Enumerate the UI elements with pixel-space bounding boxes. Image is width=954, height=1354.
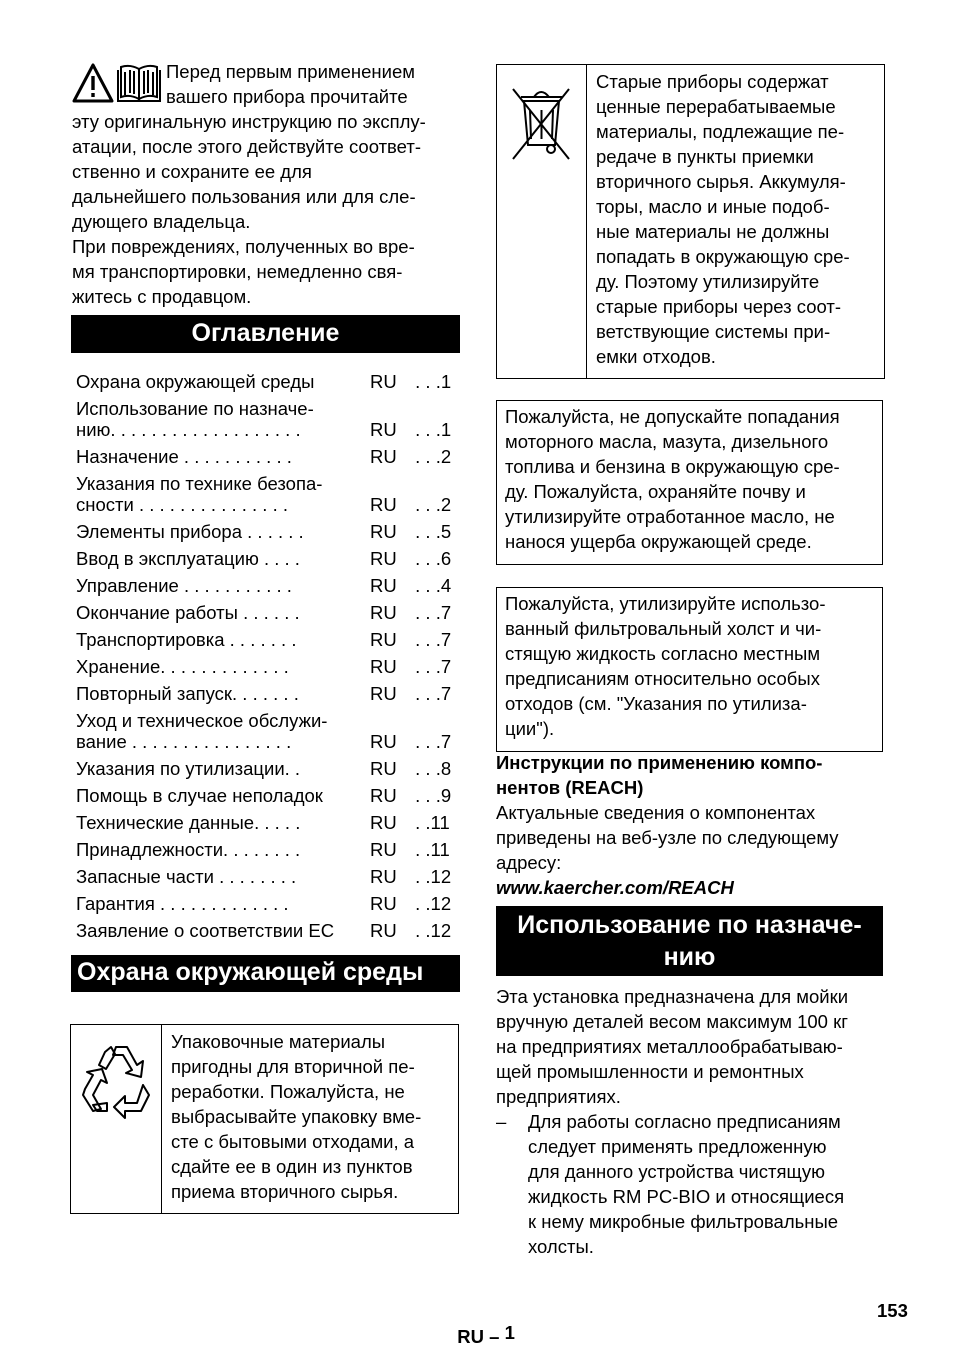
toc-row[interactable] [72,755,462,782]
toc-entry-label: Окончание работы . . . . . . [76,602,300,623]
toc-entry-page: . .11 [410,812,450,833]
toc-row[interactable] [72,368,462,395]
weee-icon-cell [497,65,587,378]
toc-entry-lang: RU [370,839,397,860]
reach-body-line: приведены на веб-узле по следующему [496,827,839,848]
toc-row[interactable] [72,626,462,653]
toc-entry-page: . .12 [410,893,452,914]
oil-line: топлива и бензина в окружающую сре- [505,456,840,477]
toc-entry-lang: RU [370,920,397,941]
toc-entry-label: Запасные части . . . . . . . . [76,866,297,887]
toc-entry-label: Технические данные. . . . . [76,812,301,833]
weee-line: ветствующие системы при- [596,321,831,342]
usage-line: Эта установка предназначена для мойки [496,986,849,1007]
toc-entry-label: Гарантия . . . . . . . . . . . . . [76,893,289,914]
reach-body-line: Актуальные сведения о компонентах [496,802,816,823]
reach-heading-line: Инструкции по применению компо- [496,752,823,773]
usage-line: на предприятиях металлообрабатываю- [496,1036,843,1057]
toc-entry-page: . .11 [410,839,450,860]
weee-line: ценные перерабатываемые [596,96,836,117]
page-number: 153 [877,1300,908,1321]
toc-entry-page: . . .2 [410,446,452,467]
toc-row[interactable] [72,782,462,809]
environment-heading [71,955,460,992]
usage-title-line: Использование по назначе- [517,911,862,939]
weee-line: емки отходов. [596,346,716,367]
list-dash: – [496,1111,507,1132]
toc-entry-page: . .12 [410,920,452,941]
footer-section [447,1299,515,1349]
weee-text [596,69,882,369]
toc-entry-page: . . .4 [410,575,452,596]
recycle-icon-cell [71,1025,162,1213]
footer-section-page: 1 [504,1322,515,1343]
toc-entry-lang: RU [370,758,397,779]
toc-entry-page: . . .7 [410,602,452,623]
toc-entry-page: . . .7 [410,629,452,650]
intro-line: эту оригинальную инструкцию по эксплу- [72,111,426,132]
crossed-bin-icon [497,65,586,175]
toc-row[interactable] [72,599,462,626]
toc-row[interactable] [72,518,462,545]
toc-entry-label: Принадлежности. . . . . . . . [76,839,301,860]
toc-entry-page: . . .6 [410,548,452,569]
weee-line: вторичного сырья. Аккумуля- [596,171,846,192]
intro-line: ственно и сохраните ее для [72,161,312,182]
toc-row[interactable] [72,917,462,944]
toc-entry-label: Охрана окружающей среды [76,371,315,392]
filter-line: отходов (см. "Указания по утилиза- [505,693,807,714]
intro-text [72,59,464,309]
toc-entry-lang: RU [370,602,397,623]
toc-row[interactable] [72,572,462,599]
filter-line: ванный фильтровальный холст и чи- [505,618,822,639]
toc-row[interactable] [72,863,462,890]
reach-heading-line: нентов (REACH) [496,777,644,798]
toc-entry-label: Хранение. . . . . . . . . . . . . [76,656,289,677]
toc-entry-lang: RU [370,629,397,650]
toc-entry-lang: RU [370,731,397,752]
toc-entry-lang: RU [370,521,397,542]
list-item-line: для данного устройства чистящую [528,1161,826,1182]
environment-title: Охрана окружающей среды [77,958,424,986]
weee-line: редаче в пункты приемки [596,146,814,167]
intro-line: Перед первым применением [166,61,415,82]
weee-line: торы, масло и иные подоб- [596,196,830,217]
reach-section [496,750,886,900]
toc-entry-lang: RU [370,446,397,467]
toc-entry-label: Назначение . . . . . . . . . . . [76,446,292,467]
toc-row[interactable] [72,809,462,836]
usage-body [496,984,888,1109]
weee-box [496,64,885,379]
oil-line: моторного масла, мазута, дизельного [505,431,829,452]
toc-entry-lang: RU [370,785,397,806]
toc-entry-label: Использование по назначе- нию. . . . . . . . . . . . . . . . . . . [76,398,314,440]
toc-entry-label: Транспортировка . . . . . . . [76,629,297,650]
toc-entry-lang: RU [370,893,397,914]
toc-entry-page: . . .9 [410,785,452,806]
intro-line: вашего прибора прочитайте [166,86,408,107]
filter-line: стящую жидкость согласно местным [505,643,821,664]
intro-line: житесь с продавцом. [72,286,252,307]
weee-line: старые приборы через соот- [596,296,842,317]
weee-line: Старые приборы содержат [596,71,829,92]
recycle-text [171,1029,456,1204]
intro-line: При повреждениях, полученных во вре- [72,236,415,257]
toc-entry-label: Управление . . . . . . . . . . . [76,575,292,596]
toc-entry-lang: RU [370,656,397,677]
weee-line: ду. Поэтому утилизируйте [596,271,820,292]
toc-entry-label: Повторный запуск. . . . . . . [76,683,299,704]
recycle-icon [71,1025,161,1213]
usage-line: вручную деталей весом максимум 100 кг [496,1011,848,1032]
toc-entry-lang: RU [370,812,397,833]
recycle-line: Упаковочные материалы [171,1031,386,1052]
list-item-line: жидкость RM PC-BIO и относящиеся [528,1186,845,1207]
list-item-line: к нему микробные фильтровальные [528,1211,839,1232]
list-item-line: Для работы согласно предписаниям [528,1111,841,1132]
toc-entry-page: . . .7 [410,656,452,677]
toc-entry-lang: RU [370,866,397,887]
toc-entry-page: . . .8 [410,758,452,779]
toc-row[interactable] [72,395,462,443]
intro-line: мя транспортировки, немедленно свя- [72,261,403,282]
list-item-line: следует применять предложенную [528,1136,827,1157]
toc-row[interactable] [72,836,462,863]
toc-entry-lang: RU [370,494,397,515]
toc-row[interactable] [72,707,462,755]
toc-entry-label: Указания по технике безопа- сности . . . . . . . . . . . . . . . [76,473,323,515]
toc-entry-label: Указания по утилизации. . [76,758,301,779]
oil-line: ду. Пожалуйста, охраняйте почву и [505,481,806,502]
toc-entry-label: Помощь в случае неполадок [76,785,323,806]
toc-entry-label: Заявление о соответствии ЕС [76,920,335,941]
recycle-line: реработки. Пожалуйста, не [171,1081,405,1102]
toc-heading [71,315,460,353]
toc-entry-label: Элементы прибора . . . . . . [76,521,304,542]
toc-entry-page: . . .1 [410,419,452,440]
list-item-line: холсты. [528,1236,594,1257]
recycle-line: пригодны для вторичной пе- [171,1056,415,1077]
intro-line: атации, после этого действуйте соответ- [72,136,421,157]
list-item [528,1109,888,1259]
intro-line: дальнейшего пользования или для сле- [72,186,416,207]
usage-title-line: нию [663,943,716,971]
toc-row[interactable] [72,890,462,917]
toc-row[interactable] [72,470,462,518]
oil-line: утилизируйте отработанное масло, не [505,506,835,527]
toc-title: Оглавление [191,319,340,347]
reach-link[interactable]: www.kaercher.com/REACH [496,877,734,898]
weee-line: материалы, подлежащие пе- [596,121,845,142]
toc-entry-lang: RU [370,683,397,704]
usage-line: щей промышленности и ремонтных [496,1061,804,1082]
toc-entry-page: . .12 [410,866,452,887]
usage-list [496,1109,888,1259]
oil-line: нанося ущерба окружающей среде. [505,531,812,552]
toc-row[interactable] [72,443,462,470]
toc-row[interactable] [72,545,462,572]
toc-row[interactable] [72,680,462,707]
recycle-line: сдайте ее в один из пунктов [171,1156,413,1177]
filter-line: Пожалуйста, утилизируйте использо- [505,593,826,614]
intro-line: дующего владельца. [72,211,251,232]
toc-entry-lang: RU [370,419,397,440]
toc-entry-page: . . .1 [410,371,452,392]
toc-entry-label: Уход и техническое обслужи- вание . . . . . . . . . . . . . . . . [76,710,328,752]
toc-entry-page: . . .2 [410,494,452,515]
usage-line: предприятиях. [496,1086,621,1107]
toc-entry-page: . . .7 [410,731,452,752]
filter-note [496,587,883,752]
filter-line: предписаниям относительно особых [505,668,820,689]
reach-body-line: адресу: [496,852,562,873]
oil-note [496,400,883,565]
toc-entry-lang: RU [370,575,397,596]
toc-row[interactable] [72,653,462,680]
recycle-line: сте с бытовыми отходами, а [171,1131,415,1152]
toc-entry-label: Ввод в эксплуатацию . . . . [76,548,300,569]
recycle-box [70,1024,459,1214]
recycle-line: выбрасывайте упаковку вме- [171,1106,422,1127]
toc-entry-lang: RU [370,548,397,569]
toc-entry-lang: RU [370,371,397,392]
recycle-line: приема вторичного сырья. [171,1181,399,1202]
oil-line: Пожалуйста, не допускайте попадания [505,406,840,427]
filter-line: ции"). [505,718,555,739]
toc-entry-page: . . .5 [410,521,452,542]
usage-heading [496,906,883,976]
toc-entry-page: . . .7 [410,683,452,704]
footer-section-label: RU – [457,1326,505,1347]
toc-table [72,368,462,944]
weee-line: попадать в окружающую сре- [596,246,850,267]
weee-line: ные материалы не должны [596,221,830,242]
